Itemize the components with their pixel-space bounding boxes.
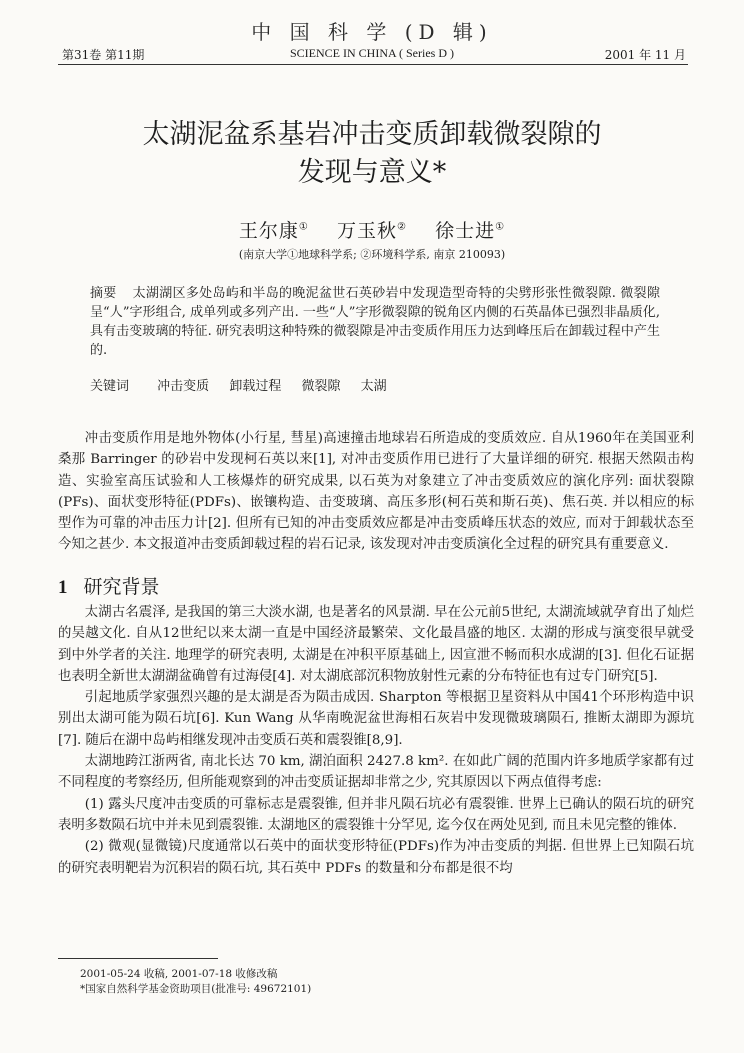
footnote-funding: *国家自然科学基金资助项目(批准号: 49672101): [80, 983, 312, 995]
author-list: [0, 216, 744, 243]
volume-issue: 第31卷 第11期: [62, 48, 145, 62]
section-heading: [58, 572, 160, 599]
abstract-text: 太湖湖区多处岛屿和半岛的晚泥盆世石英砂岩中发现造型奇特的尖劈形张性微裂隙. 微裂隙呈“人”字形组合, 成单列或多列产出. 一些“人”字形微裂隙的锐角区内侧的石英晶体已强烈非晶质化, 具有击变玻璃的特征. 研究表明这种特殊的微裂隙是冲击变质作用压力达到峰压后在卸载过程中产生的.: [90, 286, 660, 358]
footnote-received: 2001-05-24 收稿, 2001-07-18 收修改稿: [80, 968, 278, 980]
keywords-label: 关键词: [90, 379, 130, 394]
abstract-label: 摘要: [90, 286, 117, 301]
paper-title-line-1: 太湖泥盆系基岩冲击变质卸载微裂隙的: [142, 119, 602, 150]
body-paragraph: (2) 微观(显微镜)尺度通常以石英中的面状变形特征(PDFs)作为冲击变质的判据. 但世界上已知陨石坑的研究表明靶岩为沉积岩的陨石坑, 其石英中 PDFs 的数量和分布都是很不均: [58, 839, 694, 876]
header-rule: [58, 64, 688, 65]
body-paragraph: 引起地质学家强烈兴趣的是太湖是否为陨击成因. Sharpton 等根据卫星资料从中国41个环形构造中识别出太湖可能为陨石坑[6]. Kun Wang 从华南晚泥盆世海相石灰岩中发现微玻璃陨石, 推断太湖即为源坑[7]. 随后在湖中岛屿相继发现冲击变质石英和震裂锥[8,9].: [58, 690, 694, 748]
keyword: 微裂隙: [301, 379, 341, 394]
introduction: [58, 428, 694, 556]
section-number: 1: [58, 577, 68, 598]
body-paragraph: (1) 露头尺度冲击变质的可靠标志是震裂锥, 但并非凡陨石坑必有震裂锥. 世界上已确认的陨石坑的研究表明多数陨石坑中并未见到震裂锥. 太湖地区的震裂锥十分罕见, 迄今仅在两处见到, 而且未见完整的锥体.: [58, 796, 694, 833]
author-affil-mark: ①: [495, 221, 506, 233]
author-affiliation: (南京大学①地球科学系; ②环境科学系, 南京 210093): [238, 248, 506, 261]
author-affil-mark: ①: [298, 221, 309, 233]
keywords: [90, 375, 660, 394]
intro-paragraph: 冲击变质作用是地外物体(小行星, 彗星)高速撞击地球岩石所造成的变质效应. 自从1960年在美国亚利桑那 Barringer 的砂岩中发现柯石英以来[1], 对冲击变质作用已进行了大量详细的研究. 根据天然陨击构造、实验室高压试验和人工核爆炸的研究成果, 以石英为对象建立了冲击变质效应的演化序列: 面状裂隙(PFs)、面状变形特征(PDFs)、嵌镶构造、击变玻璃、高压多形(柯石英和斯石英)、焦石英. 并以相应的标型作为可靠的冲击压力计[2]. 但所有已知的冲击变质效应都是冲击变质峰压状态的效应, 而对于卸载状态至今知之甚少. 本文报道冲击变质卸载过程的岩石记录, 该发现对冲击变质演化全过程的研究具有重要意义.: [58, 431, 694, 553]
keyword: 卸载过程: [229, 379, 282, 394]
author-name: 王尔康: [238, 220, 299, 242]
section-1-body: [58, 602, 694, 879]
abstract: [90, 284, 660, 360]
publication-date: 2001 年 11 月: [604, 48, 686, 62]
author-name: 徐士进: [435, 220, 496, 242]
author-affil-mark: ②: [397, 221, 407, 233]
footnote-rule: [58, 958, 218, 959]
keyword: 冲击变质: [157, 379, 210, 394]
journal-name-cn: 中 国 科 学 (D 辑): [251, 20, 493, 44]
section-title: 研究背景: [83, 576, 160, 598]
journal-name-en: SCIENCE IN CHINA ( Series D ): [290, 46, 454, 60]
body-paragraph: 太湖古名震泽, 是我国的第三大淡水湖, 也是著名的风景湖. 早在公元前5世纪, 太湖流域就孕育出了灿烂的吴越文化. 自从12世纪以来太湖一直是中国经济最繁荣、文化最昌盛的地区. 太湖的形成与演变很早就受到中外学者的关注. 地理学的研究表明, 太湖是在冲积平原基础上, 因宣泄不畅而积水成湖的[3]. 但化石证据也表明全新世太湖湖盆确曾有过海侵[4]. 对太湖底部沉积物放射性元素的分布特征也有过专门研究[5].: [58, 605, 694, 684]
author-name: 万玉秋: [337, 220, 398, 242]
body-paragraph: 太湖地跨江浙两省, 南北长达 70 km, 湖泊面积 2427.8 km². 在如此广阔的范围内许多地质学家都有过不同程度的考察经历, 但所能观察到的冲击变质证据却非常之少, 究其原因以下两点值得考虑:: [58, 754, 694, 791]
paper-title-line-2: 发现与意义*: [297, 157, 447, 188]
keyword: 太湖: [360, 379, 387, 394]
